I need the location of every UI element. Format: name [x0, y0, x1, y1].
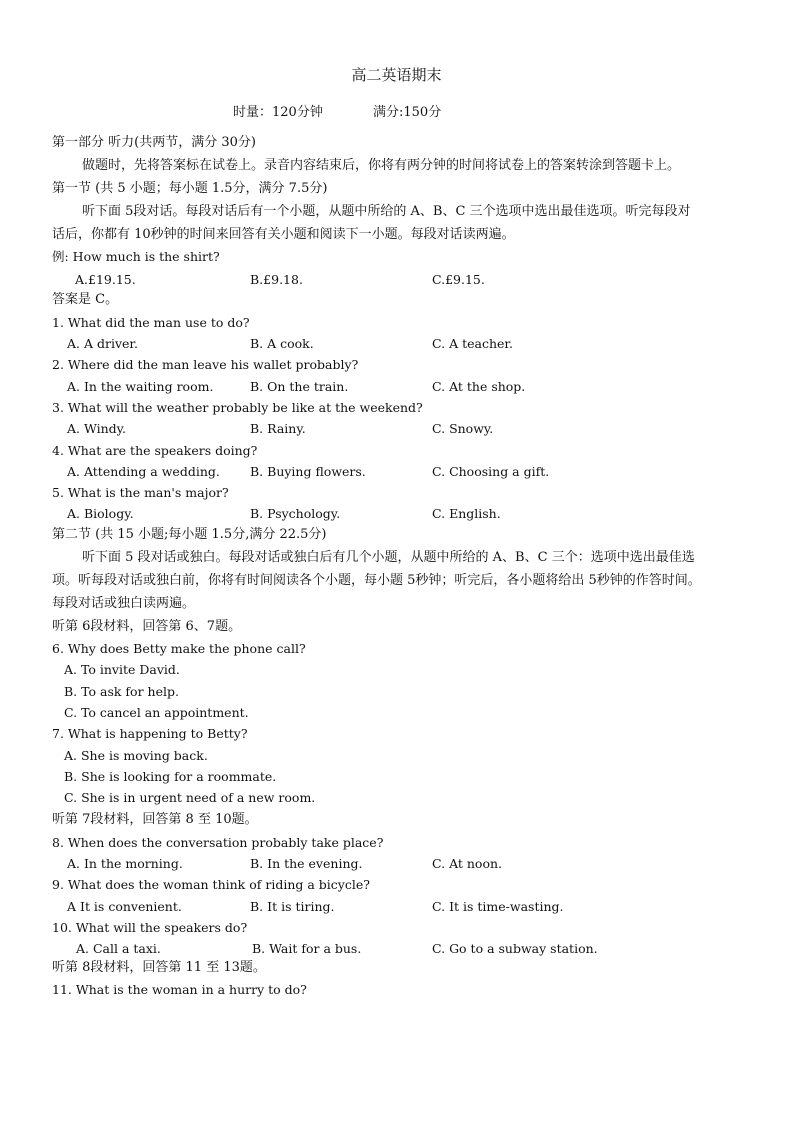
question-10: 10. What will the speakers do? — [52, 920, 248, 935]
question-9-option-c: C. It is time-wasting. — [432, 899, 564, 914]
question-8-option-c: C. At noon. — [432, 856, 502, 871]
question-2-option-c: C. At the shop. — [432, 379, 526, 394]
question-5-option-b: B. Psychology. — [250, 506, 341, 521]
section2-instruction-line1: 听下面 5 段对话或独白。每段对话或独白后有几个小题，从题中所给的 A、B、C 三个：选项中选出最佳选 — [82, 550, 695, 565]
question-8: 8. When does the conversation probably take place? — [52, 835, 384, 850]
question-5: 5. What is the man's major? — [52, 485, 229, 500]
question-7: 7. What is happening to Betty? — [52, 726, 248, 741]
question-8-option-b: B. In the evening. — [250, 856, 363, 871]
question-1-option-c: C. A teacher. — [432, 336, 513, 351]
question-3-option-b: B. Rainy. — [250, 421, 306, 436]
question-7-option-b: B. She is looking for a roommate. — [64, 769, 277, 784]
question-2-option-a: A. In the waiting room. — [67, 379, 214, 394]
material-6-heading: 听第 6段材料，回答第 6、7题。 — [52, 619, 242, 634]
question-3-option-a: A. Windy. — [67, 421, 127, 436]
question-5-option-c: C. English. — [432, 506, 501, 521]
question-2-option-b: B. On the train. — [250, 379, 349, 394]
question-4-option-a: A. Attending a wedding. — [67, 464, 220, 479]
question-6: 6. Why does Betty make the phone call? — [52, 641, 306, 656]
question-10-option-c: C. Go to a subway station. — [432, 941, 598, 956]
example-option-b: B.£9.18. — [250, 272, 303, 287]
question-3: 3. What will the weather probably be like at the weekend? — [52, 400, 423, 415]
example-option-c: C.£9.15. — [432, 272, 485, 287]
example-answer: 答案是 C。 — [52, 292, 119, 307]
question-10-option-b: B. Wait for a bus. — [252, 941, 362, 956]
question-6-option-a: A. To invite David. — [64, 662, 180, 677]
question-6-option-b: B. To ask for help. — [64, 684, 179, 699]
question-11: 11. What is the woman in a hurry to do? — [52, 982, 307, 997]
question-9-option-b: B. It is tiring. — [250, 899, 335, 914]
question-7-option-c: C. She is in urgent need of a new room. — [64, 790, 316, 805]
section1-heading: 第一节 (共 5 小题；每小题 1.5分，满分 7.5分) — [52, 181, 328, 196]
question-4-option-c: C. Choosing a gift. — [432, 464, 550, 479]
section1-instruction-line1: 听下面 5段对话。每段对话后有一个小题，从题中所给的 A、B、C 三个选项中选出最佳选项。听完每段对 — [82, 204, 691, 219]
question-9-option-a: A It is convenient. — [67, 899, 182, 914]
full-score: 满分:150分 — [373, 105, 442, 120]
material-8-heading: 听第 8段材料，回答第 11 至 13题。 — [52, 960, 266, 975]
question-2: 2. Where did the man leave his wallet probably? — [52, 357, 359, 372]
question-4-option-b: B. Buying flowers. — [250, 464, 366, 479]
section2-instruction-line2: 项。听每段对话或独白前，你将有时间阅读各个小题，每小题 5秒钟；听完后，各小题将给出 5秒钟的作答时间。 — [52, 573, 701, 588]
question-8-option-a: A. In the morning. — [67, 856, 183, 871]
part1-heading: 第一部分 听力(共两节，满分 30分) — [52, 135, 256, 150]
question-4: 4. What are the speakers doing? — [52, 443, 258, 458]
question-9: 9. What does the woman think of riding a bicycle? — [52, 877, 370, 892]
example-question: 例: How much is the shirt? — [52, 249, 220, 264]
question-6-option-c: C. To cancel an appointment. — [64, 705, 249, 720]
page-title: 高二英语期末 — [351, 66, 442, 84]
question-7-option-a: A. She is moving back. — [64, 748, 208, 763]
question-1-option-a: A. A driver. — [67, 336, 138, 351]
question-3-option-c: C. Snowy. — [432, 421, 494, 436]
question-1-option-b: B. A cook. — [250, 336, 314, 351]
example-option-a: A.£19.15. — [75, 272, 136, 287]
section2-heading: 第二节 (共 15 小题;每小题 1.5分,满分 22.5分) — [52, 527, 327, 542]
question-10-option-a: A. Call a taxi. — [76, 941, 161, 956]
material-7-heading: 听第 7段材料，回答第 8 至 10题。 — [52, 812, 258, 827]
section1-instruction-line2: 话后，你都有 10秒钟的时间来回答有关小题和阅读下一小题。每段对话读两遍。 — [52, 227, 515, 242]
question-1: 1. What did the man use to do? — [52, 315, 250, 330]
section2-instruction-line3: 每段对话或独白读两遍。 — [52, 596, 196, 611]
time-limit: 时量：120分钟 — [233, 105, 323, 120]
question-5-option-a: A. Biology. — [67, 506, 134, 521]
part1-instruction: 做题时，先将答案标在试卷上。录音内容结束后，你将有两分钟的时间将试卷上的答案转涂到答题卡上。 — [82, 158, 681, 173]
